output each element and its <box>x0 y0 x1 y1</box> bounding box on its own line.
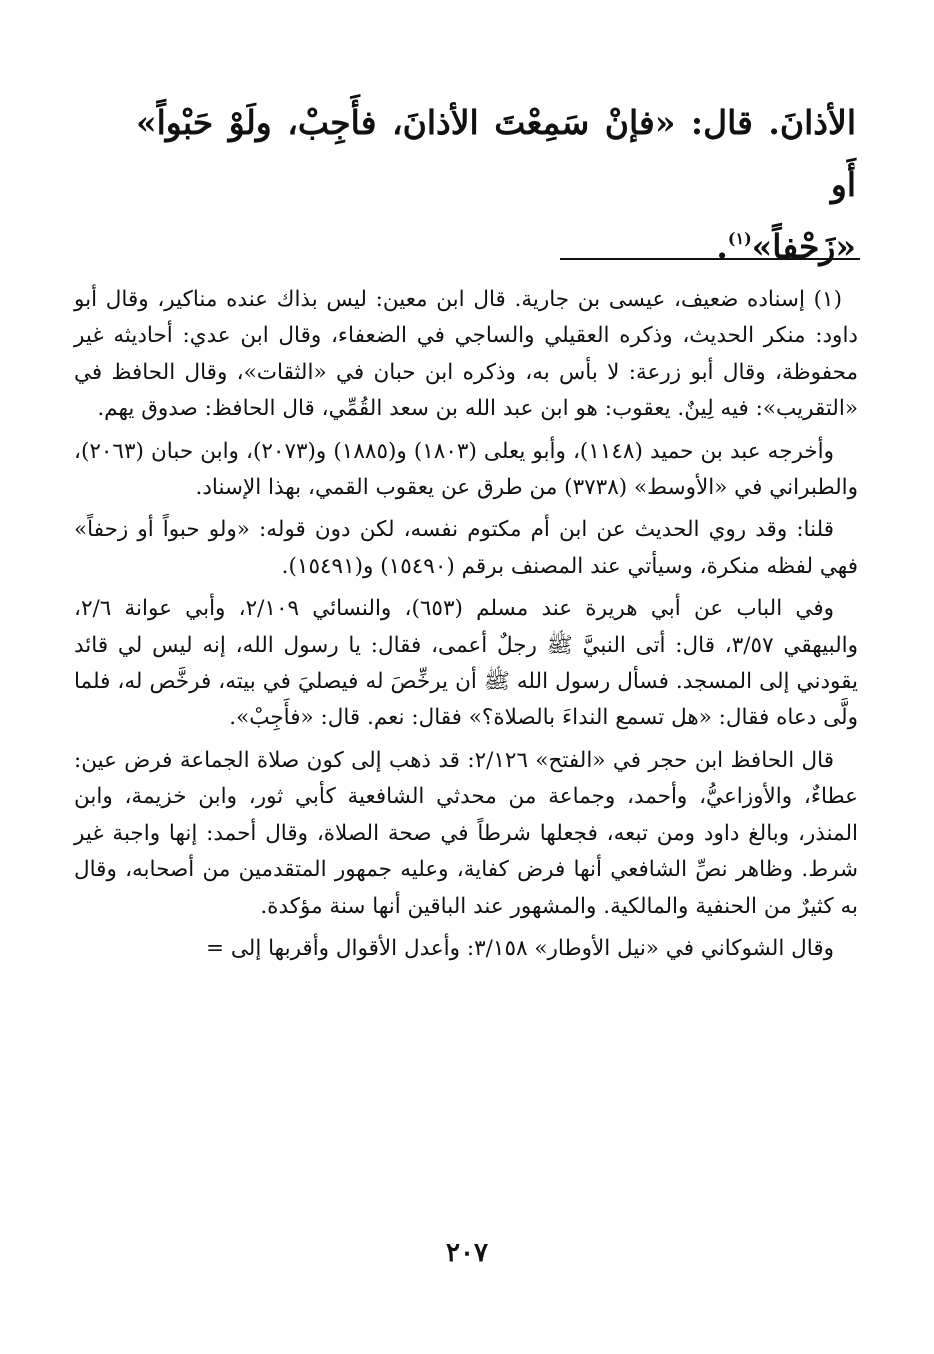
footnote-paragraph-1-text: إسناده ضعيف، عيسى بن جارية. قال ابن معين: ليس بذاك عنده مناكير، وقال أبو داود: منكر الحديث، وذكره العقيلي والساجي في الضعفاء، وقال ابن عدي: أحاديثه غير محفوظة، وقال أبو زرعة: لا بأس به، وذكره ابن حبان في «الثقات»، وقال الحافظ في «التقريب»: فيه لِينٌ. يعقوب: هو ابن عبد الله بن سعد القُمِّي، قال الحافظ: صدوق يهم. <box>74 287 858 422</box>
footnotes <box>74 282 858 973</box>
footnote-paragraph-5: قال الحافظ ابن حجر في «الفتح» ٢/١٢٦: قد ذهب إلى كون صلاة الجماعة فرض عين: عطاءٌ، والأوزاعيُّ، وأحمد، وجماعة من محدثي الشافعية كأبي ثور، وابن خزيمة، وابن المنذر، وبالغ داود ومن تبعه، فجعلها شرطاً في صحة الصلاة، وقال أحمد: إنها واجبة غير شرط. وظاهر نصِّ الشافعي أنها فرض كفاية، وعليه جمهور المتقدمين من أصحابه، وقال به كثيرٌ من الحنفية والمالكية. والمشهور عند الباقين أنها سنة مؤكدة. <box>74 747 858 919</box>
main-text <box>136 92 856 278</box>
footnote-paragraph-3: قلنا: وقد روي الحديث عن ابن أم مكتوم نفسه، لكن دون قوله: «ولو حبواً أو زحفاً» فهي لفظه منكرة، وسيأتي عند المصنف برقم (١٥٤٩٠) و(١٥٤٩١). <box>74 517 858 579</box>
footnote-paragraph-2: وأخرجه عبد بن حميد (١١٤٨)، وأبو يعلى (١٨٠٣) و(١٨٨٥) و(٢٠٧٣)، وابن حبان (٢٠٦٣)، والطبراني في «الأوسط» (٣٧٣٨) من طرق عن يعقوب القمي، بهذا الإسناد. <box>74 438 858 501</box>
footnote-paragraph-1 <box>74 282 858 428</box>
main-text-line-2-end: . <box>716 227 728 266</box>
footnote-paragraph-4: وفي الباب عن أبي هريرة عند مسلم (٦٥٣)، والنسائي ٢/١٠٩، وأبي عوانة ٢/٦، والبيهقي ٣/٥٧، قال: أتى النبيَّ ﷺ رجلٌ أعمى، فقال: يا رسول الله، إنه ليس لي قائد يقودني إلى المسجد. فسأل رسول الله ﷺ أن يرخِّصَ له فيصليَ في بيته، فرخَّص له، فلما ولَّى دعاه فقال: «هل تسمع النداءَ بالصلاة؟» فقال: نعم. قال: «فأَجِبْ». <box>74 596 858 731</box>
main-text-line-2 <box>136 216 856 278</box>
main-text-line-2-body: «زَحْفاً» <box>751 227 856 266</box>
page-number: ٢٠٧ <box>446 1238 488 1268</box>
footnote-marker: (١) <box>813 287 842 312</box>
footnote-reference: (١) <box>727 229 752 248</box>
footnote-paragraph-6: وقال الشوكاني في «نيل الأوطار» ٣/١٥٨: وأعدل الأقوال وأقربها إلى = <box>206 935 834 961</box>
footnote-separator <box>560 258 860 260</box>
main-text-line-1: الأذانَ. قال: «فإنْ سَمِعْتَ الأذانَ، فأَجِبْ، ولَوْ حَبْواً» أَو <box>136 103 856 204</box>
